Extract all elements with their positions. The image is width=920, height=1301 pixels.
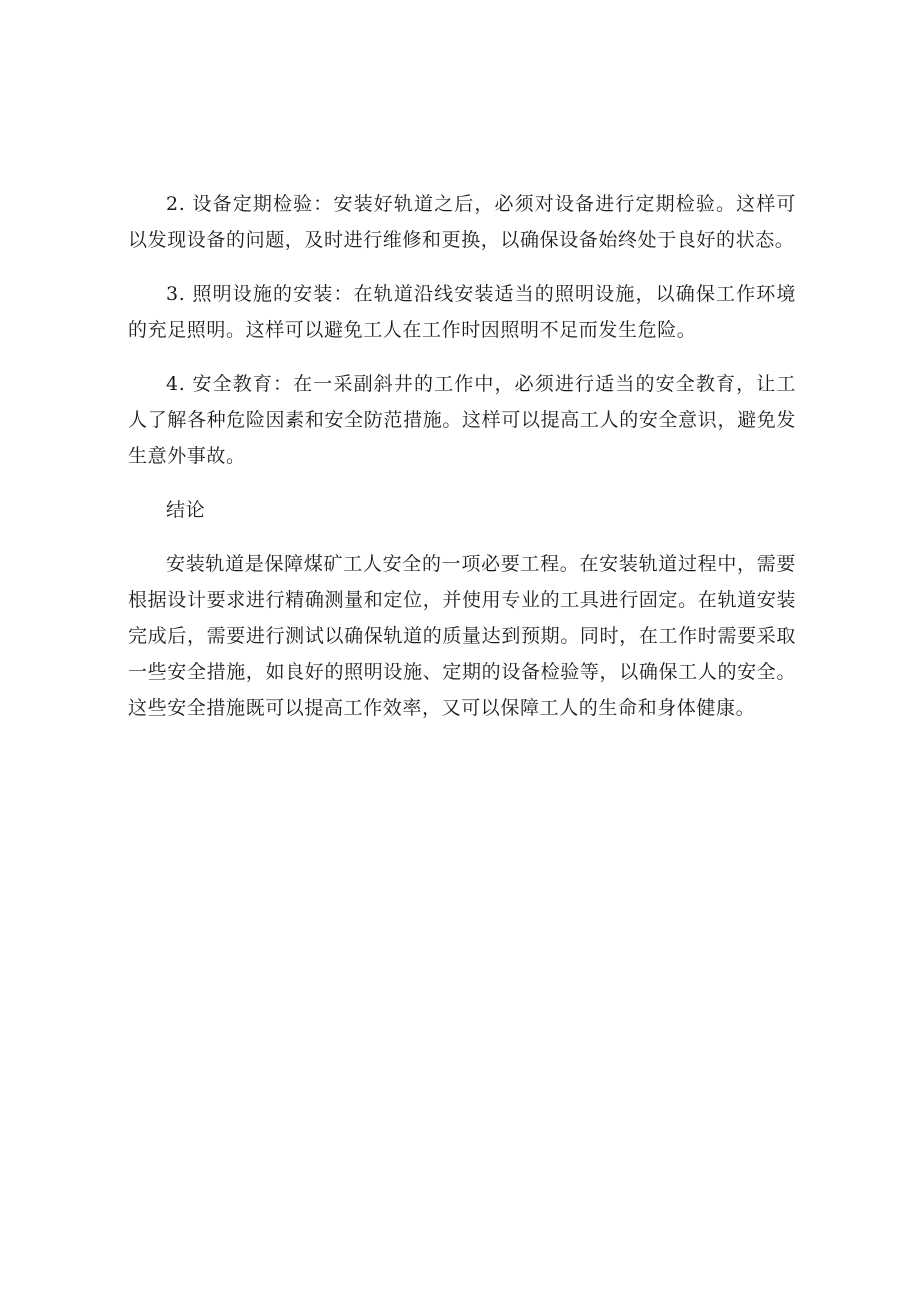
paragraph-lighting-installation: 3. 照明设施的安装：在轨道沿线安装适当的照明设施，以确保工作环境的充足照明。这样可以避免工人在工作时因照明不足而发生危险。 — [128, 283, 796, 341]
paragraph-safety-education: 4. 安全教育：在一采副斜井的工作中，必须进行适当的安全教育，让工人了解各种危险因素和安全防范措施。这样可以提高工人的安全意识，避免发生意外事故。 — [128, 373, 796, 467]
paragraph-conclusion: 安装轨道是保障煤矿工人安全的一项必要工程。在安装轨道过程中，需要根据设计要求进行精确测量和定位，并使用专业的工具进行固定。在轨道安装完成后，需要进行测试以确保轨道的质量达到预期。同时，在工作时需要采取一些安全措施，如良好的照明设施、定期的设备检验等，以确保工人的安全。这些安全措施既可以提高工作效率，又可以保障工人的生命和身体健康。 — [128, 553, 796, 719]
paragraph-equipment-inspection: 2. 设备定期检验：安装好轨道之后，必须对设备进行定期检验。这样可以发现设备的问题，及时进行维修和更换，以确保设备始终处于良好的状态。 — [128, 193, 796, 251]
conclusion-heading: 结论 — [166, 499, 206, 521]
document-body — [128, 186, 796, 726]
